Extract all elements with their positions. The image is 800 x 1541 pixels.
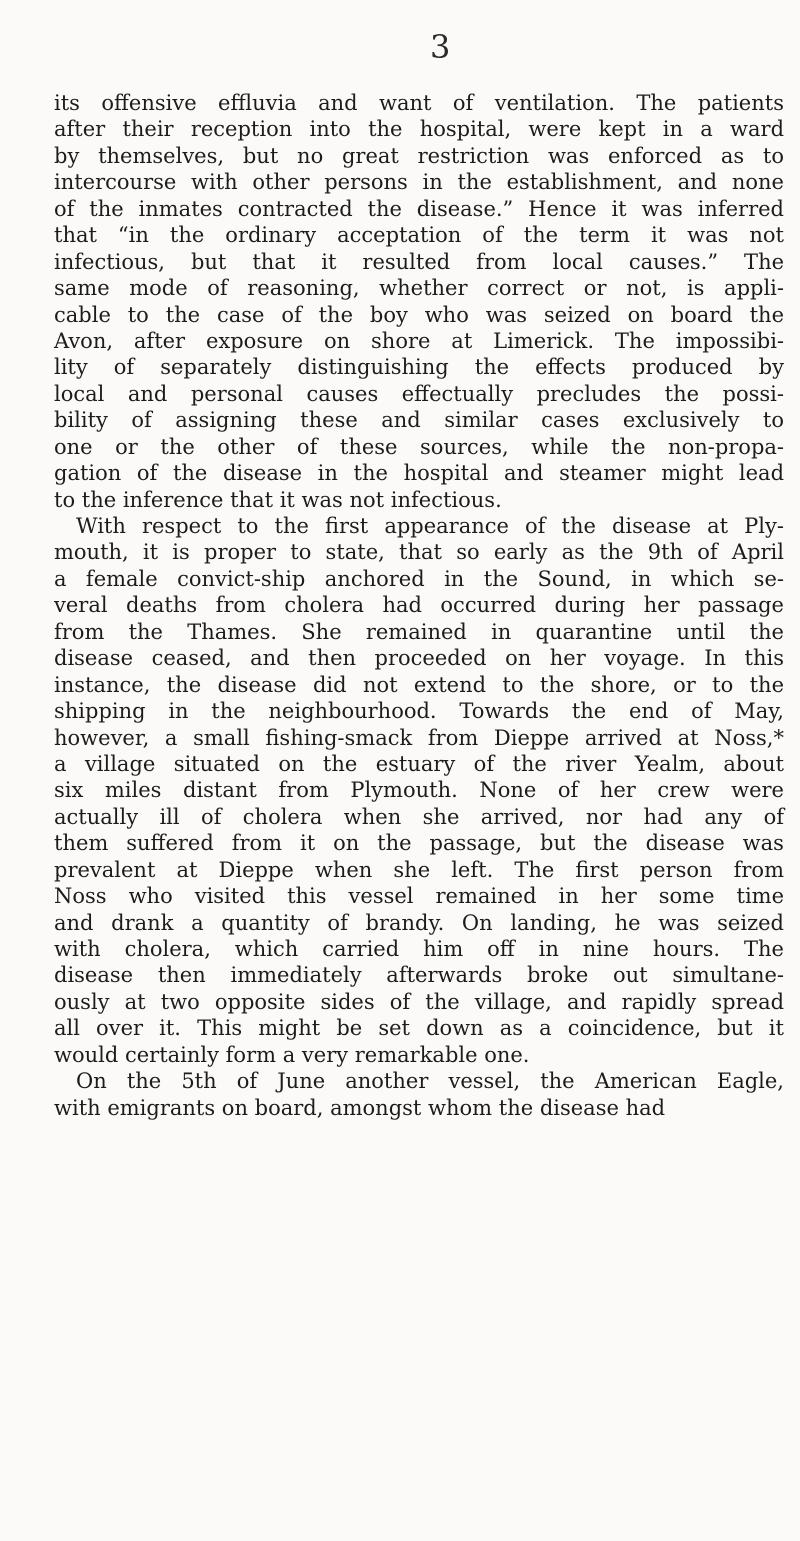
text-line: ously at two opposite sides of the village, and rapidly spread: [54, 989, 785, 1014]
text-line: same mode of reasoning, whether correct or not, is appli-: [54, 276, 784, 301]
text-line: Noss who visited this vessel remained in her some time: [54, 884, 785, 909]
text-line: with emigrants on board, amongst whom the disease had: [54, 1095, 666, 1120]
page-number: 3: [430, 28, 451, 66]
text-line: after their reception into the hospital, were kept in a ward: [54, 117, 785, 142]
text-line: that “in the ordinary acceptation of the term it was not: [54, 223, 784, 248]
text-line: Avon, after exposure on shore at Limerick. The impossibi-: [54, 328, 785, 353]
text-line: bility of assigning these and similar cases exclusively to: [54, 408, 785, 433]
text-line: actually ill of cholera when she arrived, nor had any of: [54, 804, 785, 829]
text-line: disease ceased, and then proceeded on her voyage. In this: [54, 646, 784, 671]
text-line: and drank a quantity of brandy. On landing, he was seized: [54, 910, 785, 935]
text-line: six miles distant from Plymouth. None of her crew were: [54, 778, 784, 803]
text-line: veral deaths from cholera had occurred during her passage: [54, 593, 784, 618]
body-text: [54, 90, 800, 1121]
text-line: instance, the disease did not extend to the shore, or to the: [54, 672, 785, 697]
text-line: infectious, but that it resulted from local causes.” The: [54, 249, 785, 274]
text-line: mouth, it is proper to state, that so early as the 9th of April: [54, 540, 784, 565]
text-line: local and personal causes effectually precludes the possi-: [54, 381, 784, 406]
text-line: its offensive effluvia and want of ventilation. The patients: [54, 91, 784, 115]
text-line: all over it. This might be set down as a coincidence, but it: [54, 1016, 784, 1041]
text-line: one or the other of these sources, while the non-propa-: [54, 434, 785, 459]
text-line: disease then immediately afterwards broke out simultane-: [54, 963, 785, 988]
text-line: On the 5th of June another vessel, the American Eagle,: [76, 1069, 784, 1094]
text-line: shipping in the neighbourhood. Towards the end of May,: [54, 699, 784, 724]
text-line: With respect to the first appearance of the disease at Ply-: [76, 514, 784, 538]
text-line: from the Thames. She remained in quarantine until the: [54, 619, 784, 644]
text-line: to the inference that it was not infectious.: [54, 487, 502, 512]
text-line: cable to the case of the boy who was seized on board the: [54, 302, 785, 327]
text-line: prevalent at Dieppe when she left. The first person from: [54, 857, 784, 882]
text-line: with cholera, which carried him off in nine hours. The: [54, 937, 784, 961]
text-line: a female convict-ship anchored in the Sound, in which se-: [54, 566, 784, 591]
text-line: them suffered from it on the passage, but the disease was: [54, 831, 784, 856]
text-line: by themselves, but no great restriction was enforced as to: [54, 143, 784, 168]
text-line: however, a small fishing-smack from Dieppe arrived at Noss,*: [54, 725, 784, 750]
text-line: a village situated on the estuary of the river Yealm, about: [54, 751, 784, 776]
text-line: intercourse with other persons in the establishment, and none: [54, 170, 784, 195]
text-line: of the inmates contracted the disease.” Hence it was inferred: [54, 196, 784, 221]
text-line: would certainly form a very remarkable one.: [54, 1042, 530, 1067]
text-line: lity of separately distinguishing the effects produced by: [54, 355, 784, 380]
text-line: gation of the disease in the hospital and steamer might lead: [54, 461, 785, 486]
